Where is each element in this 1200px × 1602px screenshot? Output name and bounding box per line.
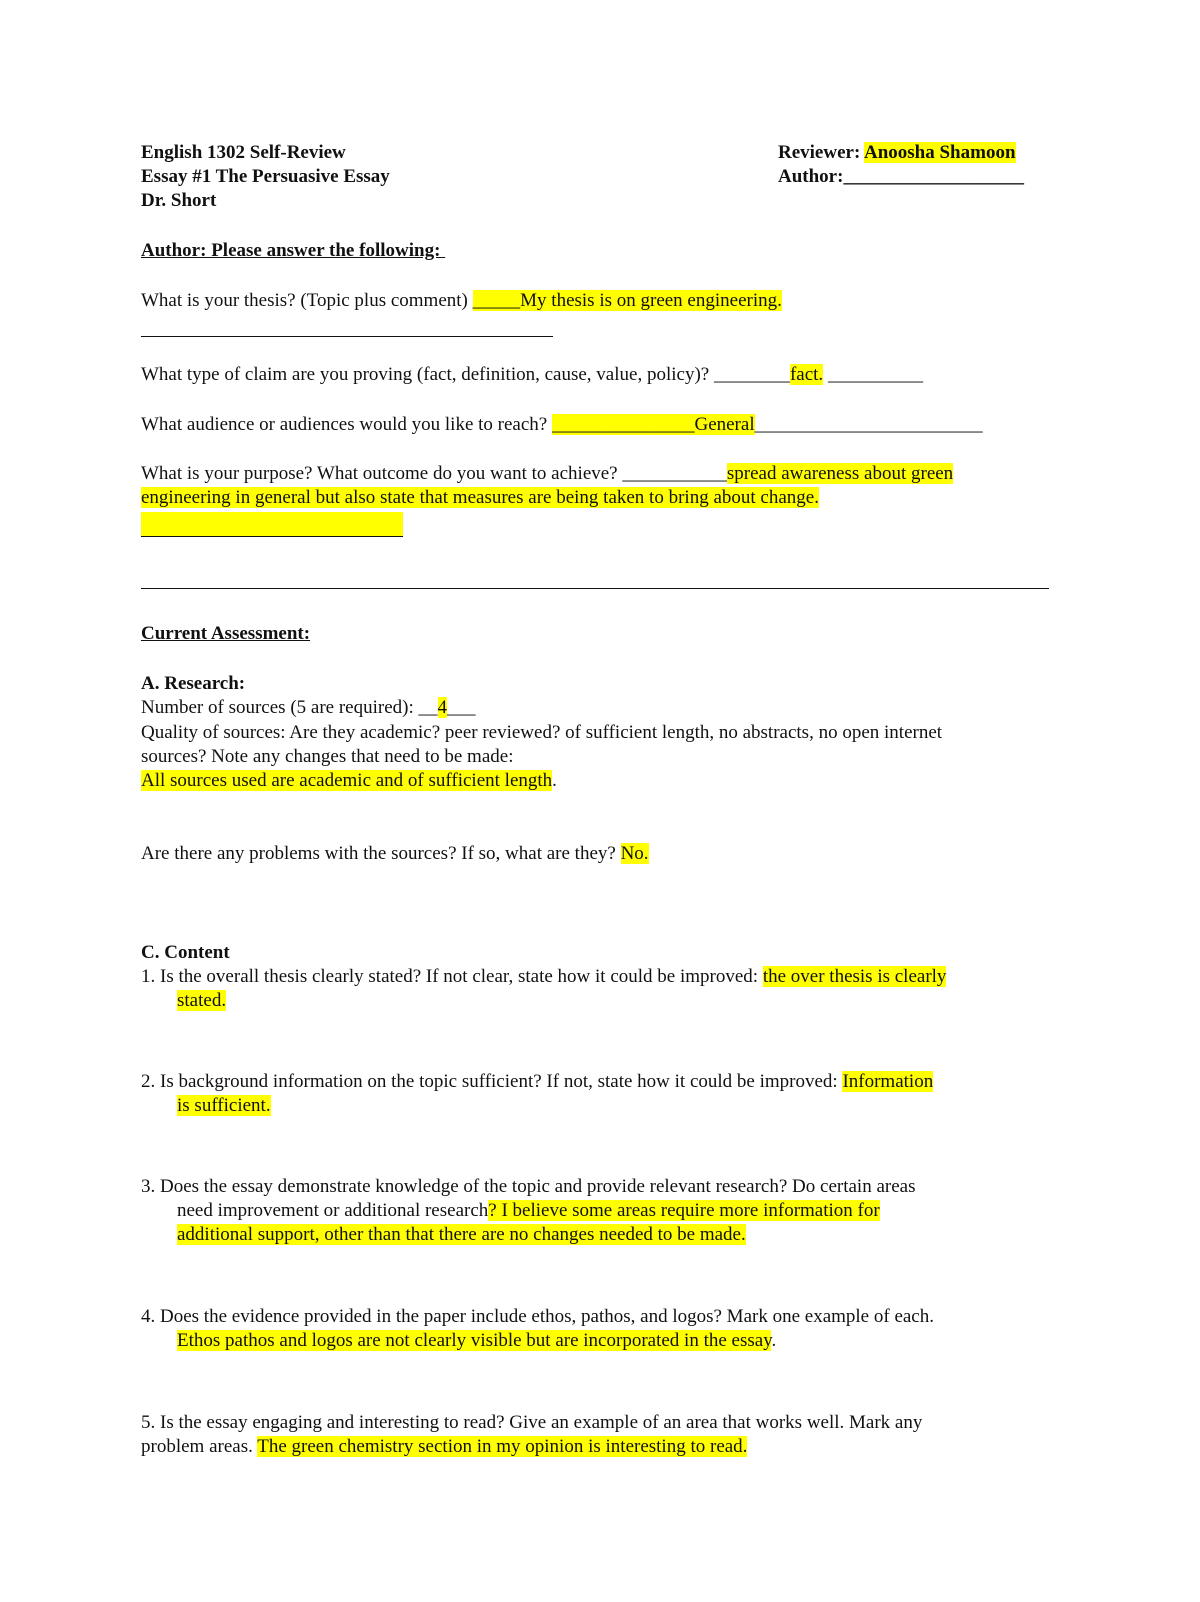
problems-question-text: Are there any problems with the sources? If so, what are they? — [141, 843, 621, 864]
instructor-name — [141, 189, 216, 213]
quality-question-line2 — [141, 745, 513, 769]
content-q4 — [141, 1305, 934, 1329]
content-q5-line2 — [141, 1435, 747, 1459]
author-line — [778, 165, 1024, 189]
q2-question: 2. Is background information on the topic sufficient? If not, state how it could be improved: — [141, 1071, 843, 1092]
research-heading — [141, 672, 245, 696]
instructor-text: Dr. Short — [141, 190, 217, 211]
audience-question-text: What audience or audiences would you like to reach? — [141, 414, 552, 435]
q5-answer: The green chemistry section in my opinion is interesting to read. — [257, 1436, 748, 1457]
essay-title — [141, 165, 390, 189]
q2-answer-line2: is sufficient. — [177, 1095, 271, 1116]
course-text: English 1302 Self-Review — [141, 142, 346, 163]
quality-answer-end: . — [552, 770, 557, 791]
q3-answer-line2: additional support, other than that there are no changes needed to be made. — [177, 1224, 746, 1245]
quality-question-text2: sources? Note any changes that need to be made: — [141, 746, 514, 767]
purpose-question-text: What is your purpose? What outcome do you want to achieve? ___________ — [141, 463, 727, 484]
sources-blank-post: ___ — [447, 697, 476, 718]
audience-answer: General — [694, 414, 755, 435]
q4-question: 4. Does the evidence provided in the paper include ethos, pathos, and logos? Mark one example of each. — [141, 1306, 934, 1327]
content-heading — [141, 941, 230, 965]
quality-question-line1 — [141, 721, 942, 745]
author-blank: ___________________ — [843, 166, 1024, 187]
q2-answer-line1: Information — [842, 1071, 934, 1092]
purpose-answer-line — [141, 536, 403, 537]
essay-text: Essay #1 The Persuasive Essay — [141, 166, 390, 187]
q1-question: 1. Is the overall thesis clearly stated? If not clear, state how it could be improved: — [141, 966, 763, 987]
purpose-answer-line2: engineering in general but also state that measures are being taken to bring about change. — [141, 487, 819, 508]
author-heading-text: Author: Please answer the following: — [141, 240, 441, 261]
q5-question-line1: 5. Is the essay engaging and interesting to read? Give an example of an area that works well. Mark any — [141, 1412, 923, 1433]
thesis-answer-line — [141, 336, 553, 337]
audience-blank: _______________ — [551, 414, 695, 435]
q1-answer-line2: stated. — [177, 990, 227, 1011]
content-q2-continued — [177, 1094, 271, 1118]
purpose-highlight-blank — [141, 512, 403, 536]
reviewer-label: Reviewer: — [778, 142, 861, 163]
author-section-heading — [141, 239, 445, 263]
q1-answer-line1: the over thesis is clearly — [762, 966, 947, 987]
content-q1-continued — [177, 989, 226, 1013]
purpose-answer-line1: spread awareness about green — [726, 463, 954, 484]
sources-blank-pre: __ — [418, 697, 438, 718]
thesis-answer: My thesis is on green engineering. — [520, 290, 782, 311]
content-q2 — [141, 1070, 933, 1094]
course-title — [141, 141, 346, 165]
author-label: Author: — [778, 166, 844, 187]
audience-tail-blank: ________________________ — [754, 414, 983, 435]
problems-question — [141, 842, 649, 866]
q3-answer-line1: ? I believe some areas require more information for — [488, 1200, 880, 1221]
assessment-heading-text: Current Assessment: — [141, 623, 311, 644]
sources-count-answer: 4 — [437, 697, 447, 718]
q3-question-line2: need improvement or additional research — [177, 1200, 489, 1221]
section-divider — [141, 588, 1049, 589]
sources-count-question — [141, 696, 476, 720]
reviewer-name: Anoosha Shamoon — [863, 142, 1016, 163]
content-q4-answer — [177, 1329, 776, 1353]
q4-answer-end: . — [771, 1330, 777, 1351]
quality-answer-text: All sources used are academic and of sufficient length — [141, 770, 553, 791]
claim-question-text: What type of claim are you proving (fact, definition, cause, value, policy)? ________ — [141, 364, 790, 385]
content-heading-text: C. Content — [141, 942, 230, 963]
content-q5 — [141, 1411, 922, 1435]
quality-question-text1: Quality of sources: Are they academic? peer reviewed? of sufficient length, no abstracts, no open internet — [141, 722, 943, 743]
audience-question — [141, 413, 983, 437]
q4-answer: Ethos pathos and logos are not clearly visible but are incorporated in the essay — [177, 1330, 772, 1351]
q3-question-line1: 3. Does the essay demonstrate knowledge of the topic and provide relevant research? Do certain areas — [141, 1176, 916, 1197]
sources-question-text: Number of sources (5 are required): — [141, 697, 419, 718]
quality-answer — [141, 769, 557, 793]
problems-answer: No. — [620, 843, 649, 864]
reviewer-line — [778, 141, 1016, 165]
content-q3-line2 — [177, 1199, 880, 1223]
content-q3-line3 — [177, 1223, 746, 1247]
claim-answer: fact. — [789, 364, 824, 385]
research-heading-text: A. Research: — [141, 673, 246, 694]
purpose-answer-continued — [141, 486, 819, 510]
thesis-blank: _____ — [472, 290, 521, 311]
purpose-question — [141, 462, 953, 486]
claim-tail-blank: __________ — [823, 364, 923, 385]
content-q1 — [141, 965, 946, 989]
thesis-question — [141, 289, 782, 313]
assessment-heading — [141, 622, 310, 646]
q5-question-line2: problem areas. — [141, 1436, 258, 1457]
content-q3 — [141, 1175, 915, 1199]
claim-question — [141, 363, 923, 387]
thesis-question-text: What is your thesis? (Topic plus comment) — [141, 290, 473, 311]
